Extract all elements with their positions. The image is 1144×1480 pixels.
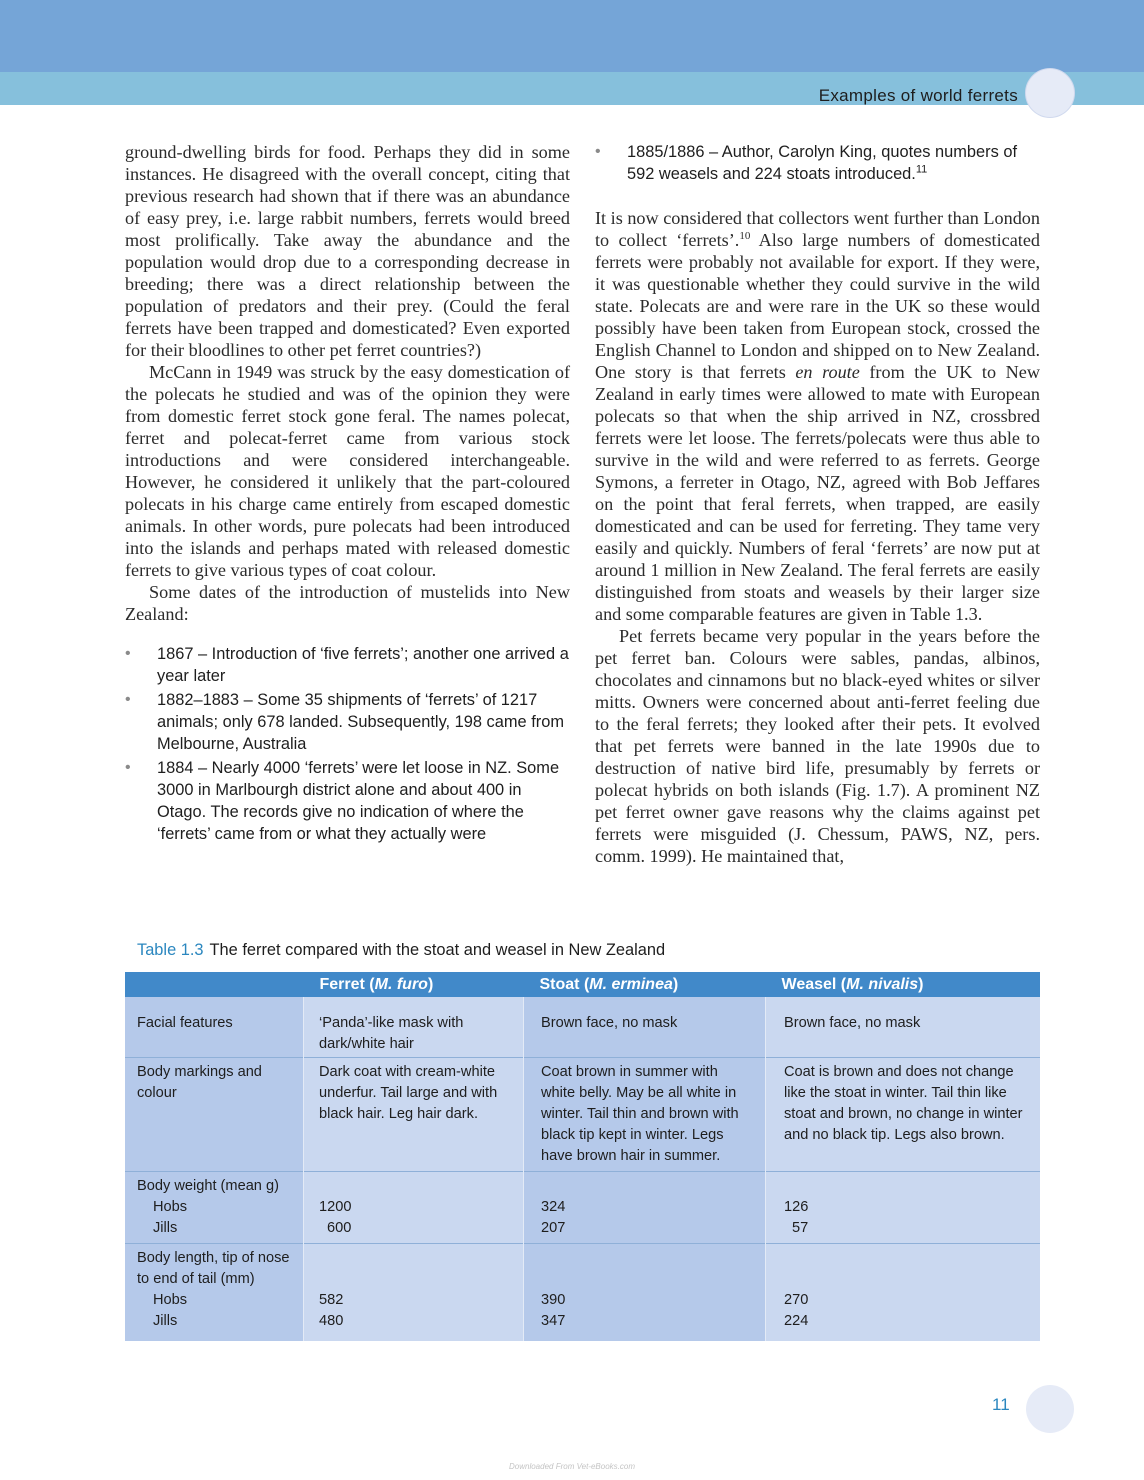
introduction-dates-list xyxy=(125,643,570,845)
list-item: • 1884 – Nearly 4000 ‘ferrets’ were let loose in NZ. Some 3000 in Marlbourgh district alone and about 400 in Otago. The records give no indication of where the ‘ferrets’ came from or what they actually were xyxy=(125,759,560,843)
table-cell: 324 207 xyxy=(524,1172,766,1244)
table-cell: 126 57 xyxy=(766,1172,1041,1244)
table-cell: 582 480 xyxy=(304,1244,524,1342)
footnote-ref: 10 xyxy=(739,229,751,242)
paragraph: Some dates of the introduction of mustelids into New Zealand: xyxy=(125,582,570,624)
row-label: Body length, tip of nose to end of tail (mm) Hobs Jills xyxy=(125,1244,304,1342)
page-number: 11 xyxy=(992,1395,1010,1414)
table-caption xyxy=(137,941,665,960)
paragraph: McCann in 1949 was struck by the easy domestication of the polecats he studied and was of the opinion they were from domestic ferret stock gone feral. The names polecat, ferret and polecat-ferret came from various stock introductions and were considered interchangeable. However, he considered it unlikely that the part-coloured polecats in his charge came entirely from escaped domestic animals. In other words, pure polecats had been introduced into the islands and perhaps mated with released domestic ferrets to give various types of coat colour. xyxy=(125,362,570,580)
header-band xyxy=(0,0,1144,72)
table-row xyxy=(125,997,1040,1058)
row-label: Body markings and colour xyxy=(125,1058,304,1172)
table-cell: 270 224 xyxy=(766,1244,1041,1342)
list-item: • 1882–1883 – Some 35 shipments of ‘ferrets’ of 1217 animals; only 678 landed. Subsequently, 198 came from Melbourne, Australia xyxy=(125,691,564,753)
table-title: The ferret compared with the stoat and weasel in New Zealand xyxy=(209,941,666,959)
comparison-table xyxy=(125,972,1040,1341)
table-cell: Coat brown in summer with white belly. May be all white in winter. Tail thin and brown with black tip kept in winter. Legs have brown hair in summer. xyxy=(524,1058,766,1172)
table-number: Table 1.3 xyxy=(137,941,204,959)
introduction-dates-list-continued xyxy=(595,141,1040,185)
watermark: Downloaded From Vet-eBooks.com xyxy=(509,1462,635,1471)
paragraph: Pet ferrets became very popular in the years before the pet ferret ban. Colours were sables, pandas, albinos, chocolates and cinnamons but no black-eyed whites or silver mitts. Owners were concerned about anti-ferret feeling due to the feral ferrets; they looked after their pets. It evolved that pet ferrets were banned in the late 1990s due to destruction of native bird life, presumably by ferrets or polecat hybrids on both islands (Fig. 1.7). A prominent NZ pet ferret owner gave reasons why the claims against pet ferrets were misguided (J. Chessum, PAWS, NZ, pers. comm. 1999). He maintained that, xyxy=(595,626,1040,866)
row-label: Facial features xyxy=(125,997,304,1058)
table-row xyxy=(125,1172,1040,1244)
table-header-row xyxy=(125,972,1040,997)
bullet-icon: • xyxy=(125,759,131,776)
paragraph: It is now considered that collectors went further than London to collect ‘ferrets’.$^{10}$ Also large numbers of domesticated ferrets were probably not available for export. If they were, it was questionable whether they could survive in the wild state. Polecats are and were rare in the UK so these would possibly have been taken from European stock, crossed the English Channel to London and shipped on to New Zealand. One story is that ferrets en route from the UK to New Zealand in early times were allowed to mate with European polecats so that when the ship arrived in NZ, crossbred ferrets were let loose. The ferrets/polecats were thus able to survive in the wild and were referred to as ferrets. George Symons, a ferreter in Otago, NZ, agreed with Bob Jeffares on the point that feral ferrets, when trapped, are easily domesticated and can be used for ferreting. They tame very easily and quickly. Numbers of feral ‘ferrets’ are now put at around 1 million in New Zealand. The feral ferrets are easily distinguished from stoats and weasels by their larger size and some comparable features are given in Table 1.3. xyxy=(595,208,1040,624)
footnote-ref: 11 xyxy=(915,163,928,176)
table-cell: Brown face, no mask xyxy=(524,997,766,1058)
table-cell: 390 347 xyxy=(524,1244,766,1342)
header-circle-decoration xyxy=(1026,69,1074,117)
left-column xyxy=(125,141,570,847)
table-cell: Brown face, no mask xyxy=(766,997,1041,1058)
paragraph: ground-dwelling birds for food. Perhaps they did in some instances. He disagreed with the overall concept, citing that previous research had shown that if there was an abundance of easy prey, i.e. large rabbit numbers, ferrets would breed most prolifically. Take away the abundance and the population would drop due to a corresponding decrease in breeding; there was a direct relationship between the population of predators and their prey. (Could the feral ferrets have been trapped and domesticated? Even exported for their bloodlines to other pet ferret countries?) xyxy=(125,142,570,360)
header-empty xyxy=(125,972,304,997)
header-ferret: Ferret (M. furo) xyxy=(304,972,524,997)
footer-circle-decoration xyxy=(1026,1385,1074,1433)
bullet-icon: • xyxy=(125,645,131,662)
table-cell: Dark coat with cream-white underfur. Tail large and with black hair. Leg hair dark. xyxy=(304,1058,524,1172)
header-stoat: Stoat (M. erminea) xyxy=(524,972,766,997)
table-cell: ‘Panda’-like mask with dark/white hair xyxy=(304,997,524,1058)
bullet-icon: • xyxy=(595,143,601,160)
running-head: Examples of world ferrets xyxy=(818,86,1018,105)
row-label: Body weight (mean g) Hobs Jills xyxy=(125,1172,304,1244)
bullet-icon: • xyxy=(125,691,131,708)
list-item: • 1867 – Introduction of ‘five ferrets’; another one arrived a year later xyxy=(125,645,569,685)
right-column xyxy=(595,141,1040,867)
header-weasel: Weasel (M. nivalis) xyxy=(766,972,1041,997)
list-item: • 1885/1886 – Author, Carolyn King, quotes numbers of 592 weasels and 224 stoats introduced.$^{11}$ xyxy=(595,143,1017,183)
table-cell: Coat is brown and does not change like the stoat in winter. Tail thin like stoat and brown, no change in winter and no black tip. Legs also brown. xyxy=(766,1058,1041,1172)
table-cell: 1200 600 xyxy=(304,1172,524,1244)
table-row xyxy=(125,1058,1040,1172)
table-row xyxy=(125,1244,1040,1342)
